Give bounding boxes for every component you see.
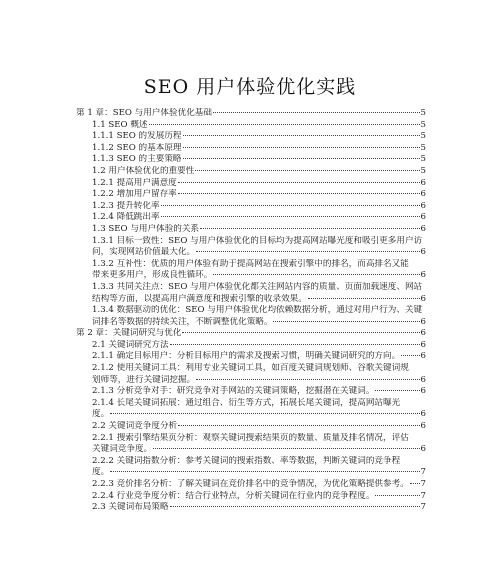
toc-page-number: 6: [420, 177, 426, 188]
toc-entry-text: 1.2 用户体验优化的重要性: [92, 165, 195, 176]
toc-leader-dots: [178, 182, 420, 183]
toc-leader-dots: [273, 321, 419, 322]
toc-entry[interactable]: [76, 166, 426, 178]
toc-page-number: 5: [420, 119, 426, 130]
toc-entry-text-line2: 度。: [92, 409, 110, 420]
toc-entry-text: 2.2.3 竞价排名分析：了解关键词在竞价排名中的竞争情况，为优化策略提供参考。: [92, 479, 409, 489]
toc-entry[interactable]: [76, 189, 426, 201]
toc-entry[interactable]: [76, 131, 426, 143]
toc-leader-dots: [401, 355, 419, 356]
toc-entry[interactable]: [76, 491, 426, 503]
toc-entry-text-line2: 问，实现网站价值最大化。: [92, 247, 196, 258]
toc-leader-dots: [213, 274, 419, 275]
document-title: SEO 用户体验优化实践: [143, 76, 357, 98]
toc-leader-dots: [308, 298, 420, 299]
toc-entry-text: 2.1 关键词研究方法: [92, 339, 169, 350]
table-of-contents: [76, 108, 426, 514]
toc-entry-text: 2.3 关键词布局策略: [92, 502, 169, 513]
toc-page-number: 5: [420, 142, 426, 153]
toc-page-number: 7: [420, 467, 426, 478]
toc-entry-text-line1: 1.3.4 数据驱动的优化：SEO 与用户体验优化均依赖数据分析，通过对用户行为、关键: [92, 305, 423, 316]
toc-entry[interactable]: [76, 305, 426, 328]
toc-entry-text-line1: 2.2.1 搜索引擎结果页分析：观察关键词搜索结果页的数量、质量及排名情况，评估: [92, 432, 409, 443]
toc-entry[interactable]: [76, 212, 426, 224]
toc-page-number: 7: [420, 502, 426, 513]
toc-leader-dots: [161, 216, 420, 217]
toc-leader-dots: [182, 332, 419, 333]
toc-page-number: 5: [420, 108, 426, 118]
toc-entry-text: 1.1.1 SEO 的发展历程: [92, 131, 182, 142]
toc-page-number: 6: [420, 374, 426, 385]
toc-entry[interactable]: [76, 363, 426, 386]
toc-entry-text: 1.1 SEO 概述: [92, 119, 148, 130]
toc-entry[interactable]: [76, 433, 426, 456]
toc-entry-text-line2: 结构等方面，以提高用户满意度和搜索引擎的收录效果。: [92, 293, 307, 304]
toc-page-number: 6: [420, 189, 426, 200]
toc-page-number: 6: [420, 223, 426, 234]
toc-leader-dots: [196, 251, 419, 252]
toc-entry-text-line1: 1.3.1 目标一致性：SEO 与用户体验优化的目标均为提高网站曝光度和吸引更多用户访: [92, 235, 423, 246]
toc-entry-text-line1: 1.3.2 互补性：优质的用户体验有助于提高网站在搜索引擎中的排名，而高排名又能: [92, 258, 409, 269]
toc-page-number: 6: [420, 212, 426, 223]
toc-entry-text-line2: 带来更多用户，形成良性循环。: [92, 270, 213, 281]
toc-leader-dots: [170, 506, 420, 507]
toc-page-number: 5: [420, 154, 426, 165]
toc-leader-dots: [178, 425, 419, 426]
toc-leader-dots: [410, 483, 420, 484]
toc-page-number: 6: [420, 316, 426, 327]
toc-entry-text: 1.2.1 提高用户满意度: [92, 177, 177, 188]
toc-page-number: 6: [420, 270, 426, 281]
toc-entry-text: 2.2 关键词竞争度分析: [92, 421, 178, 432]
toc-leader-dots: [178, 193, 420, 194]
toc-leader-dots: [183, 158, 420, 159]
toc-leader-dots: [375, 495, 419, 496]
toc-entry-text: 第 1 章：SEO 与用户体验优化基础: [76, 108, 212, 118]
toc-entry[interactable]: [76, 479, 426, 491]
toc-entry[interactable]: [76, 340, 426, 352]
toc-entry-text: 2.1.1 确定目标用户：分析目标用户的需求及搜索习惯，明确关键词研究的方向。: [92, 351, 401, 362]
toc-page-number: 6: [420, 351, 426, 362]
toc-entry-text-line2: 划师等，进行关键词挖掘。: [92, 374, 196, 385]
toc-leader-dots: [196, 379, 419, 380]
toc-entry-text: 1.2.2 增加用户留存率: [92, 189, 177, 200]
toc-leader-dots: [195, 170, 419, 171]
toc-entry-text: 1.3 SEO 与用户体验的关系: [92, 223, 200, 234]
toc-entry-text: 1.2.3 提升转化率: [92, 200, 160, 211]
toc-leader-dots: [170, 344, 420, 345]
toc-leader-dots: [183, 147, 420, 148]
toc-entry[interactable]: [76, 120, 426, 132]
toc-entry[interactable]: [76, 224, 426, 236]
toc-page-number: 6: [420, 328, 426, 339]
toc-leader-dots: [149, 124, 420, 125]
toc-entry[interactable]: [76, 143, 426, 155]
toc-entry-text: 1.1.2 SEO 的基本原理: [92, 142, 182, 153]
toc-page-number: 6: [420, 409, 426, 420]
toc-entry[interactable]: [76, 178, 426, 190]
toc-page-number: 6: [420, 293, 426, 304]
toc-entry[interactable]: [76, 236, 426, 259]
toc-entry-text: 1.2.4 降低跳出率: [92, 212, 160, 223]
toc-leader-dots: [200, 228, 419, 229]
toc-entry-text-line2: 度。: [92, 467, 110, 478]
toc-entry[interactable]: [76, 386, 426, 398]
toc-entry-text-line1: 2.1.2 使用关键词工具：利用专业关键词工具，如百度关键词规划师、谷歌关键词规: [92, 363, 409, 374]
toc-leader-dots: [375, 390, 419, 391]
toc-page-number: 7: [420, 490, 426, 501]
toc-entry-text-line1: 2.1.4 长尾关键词拓展：通过组合、衍生等方式，拓展长尾关键词，提高网站曝光: [92, 397, 401, 408]
toc-leader-dots: [161, 205, 420, 206]
toc-leader-dots: [110, 471, 419, 472]
toc-entry[interactable]: [76, 201, 426, 213]
toc-entry-text-line2: 关键词竞争度。: [92, 444, 153, 455]
toc-entry[interactable]: [76, 282, 426, 305]
toc-page-number: 6: [420, 200, 426, 211]
toc-page-number: 6: [420, 247, 426, 258]
toc-page-number: 6: [420, 339, 426, 350]
toc-page-number: 5: [420, 131, 426, 142]
toc-leader-dots: [213, 112, 420, 113]
toc-leader-dots: [153, 448, 419, 449]
toc-entry-text-line2: 词排名等数据的持续关注，不断调整优化策略。: [92, 316, 273, 327]
toc-entry[interactable]: [76, 259, 426, 282]
toc-leader-dots: [110, 413, 419, 414]
toc-entry-text-line1: 1.3.3 共同关注点：SEO 与用户体验优化都关注网站内容的质量、页面加载速度、网站: [92, 281, 423, 292]
toc-page-number: 5: [420, 165, 426, 176]
toc-entry[interactable]: [76, 108, 426, 120]
toc-entry-text-line1: 2.2.2 关键词指数分析：参考关键词的搜索指数、率等数据，判断关键词的竞争程: [92, 455, 401, 466]
toc-entry[interactable]: [76, 398, 426, 421]
toc-page-number: 6: [420, 421, 426, 432]
toc-entry[interactable]: [76, 456, 426, 479]
toc-entry-text: 2.2.4 行业竞争度分析：结合行业特点，分析关键词在行业内的竞争程度。: [92, 490, 375, 501]
toc-page-number: 6: [420, 386, 426, 397]
toc-entry[interactable]: [76, 351, 426, 363]
toc-entry-text: 第 2 章：关键词研究与优化: [76, 328, 182, 339]
toc-entry[interactable]: [76, 502, 426, 514]
toc-entry-text: 1.1.3 SEO 的主要策略: [92, 154, 182, 165]
toc-page-number: 6: [420, 444, 426, 455]
toc-entry[interactable]: [76, 421, 426, 433]
toc-entry[interactable]: [76, 154, 426, 166]
toc-page-number: 7: [420, 479, 426, 489]
toc-entry[interactable]: [76, 328, 426, 340]
toc-entry-text: 2.1.3 分析竞争对手：研究竞争对手网站的关键词策略，挖掘潜在关键词。: [92, 386, 375, 397]
toc-leader-dots: [183, 135, 420, 136]
